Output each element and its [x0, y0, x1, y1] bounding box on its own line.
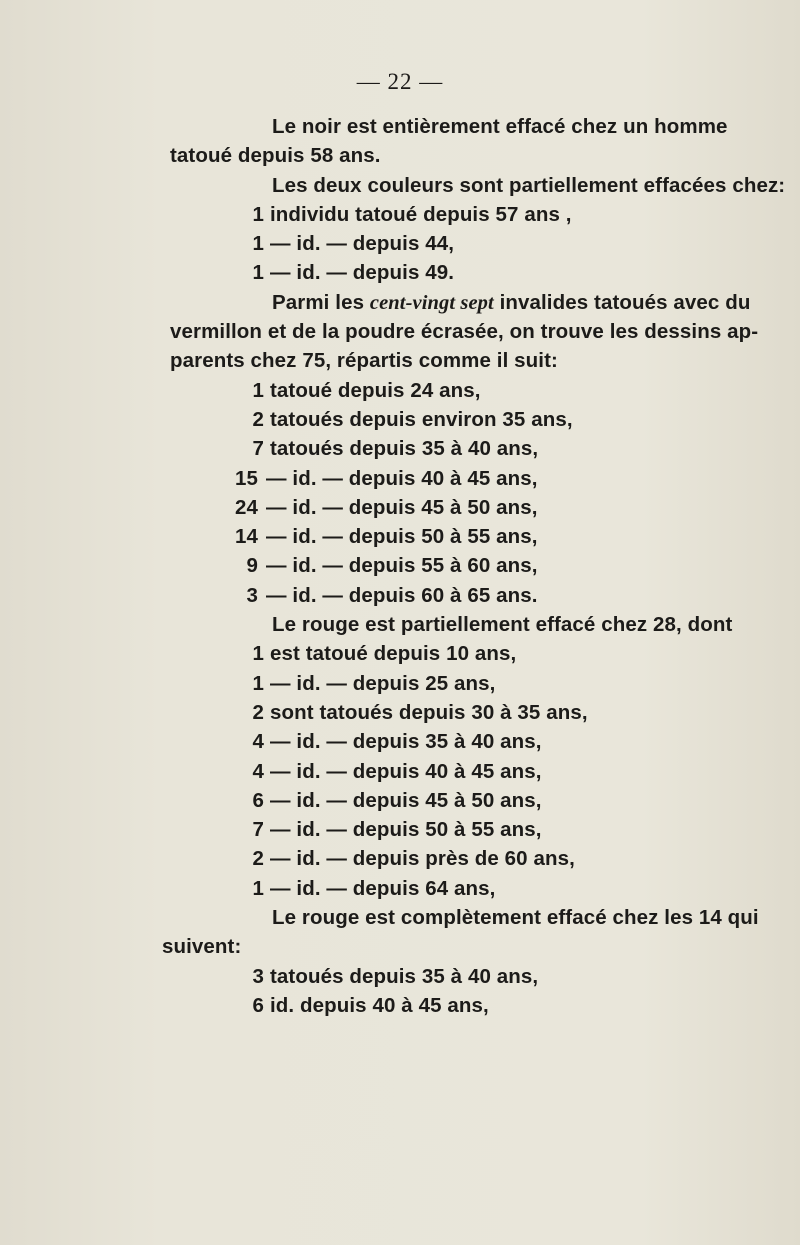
- line-text: tatoués depuis 35 à 40 ans,: [270, 964, 539, 988]
- line-count: 3: [246, 583, 258, 607]
- text-line: [170, 786, 790, 815]
- text-line: [170, 962, 790, 991]
- line-text: Les deux couleurs sont partiellement effacées chez:: [272, 173, 786, 197]
- line-text: — id. — depuis près de 60 ans,: [270, 847, 575, 871]
- text-line: [170, 346, 790, 375]
- line-count: 2: [252, 847, 264, 871]
- line-count: 1: [252, 261, 264, 285]
- line-count: 4: [252, 759, 264, 783]
- text-line: [170, 200, 790, 229]
- line-text: — id. — depuis 45 à 50 ans,: [266, 495, 538, 519]
- line-count: 6: [252, 993, 264, 1017]
- text-line: [170, 258, 790, 287]
- line-text: — id. — depuis 44,: [270, 232, 455, 256]
- line-text: — id. — depuis 50 à 55 ans,: [266, 525, 538, 549]
- line-text: Le rouge est complètement effacé chez les 14 qui: [272, 906, 759, 930]
- text-line: [170, 522, 790, 551]
- line-count: 9: [246, 554, 258, 578]
- line-text: sont tatoués depuis 30 à 35 ans,: [270, 700, 588, 724]
- line-text: vermillon et de la poudre écrasée, on trouve les dessins ap-: [170, 320, 759, 344]
- text-line: [170, 376, 790, 405]
- line-count: 6: [252, 788, 264, 812]
- line-text: Le rouge est partiellement effacé chez 28, dont: [272, 613, 733, 637]
- line-text: — id. — depuis 55 à 60 ans,: [266, 554, 538, 578]
- text-line: [170, 727, 790, 756]
- line-text: — id. — depuis 64 ans,: [270, 876, 496, 900]
- text-line: [170, 815, 790, 844]
- line-text: suivent:: [162, 935, 242, 959]
- line-count: 3: [252, 964, 264, 988]
- text-line: [170, 669, 790, 698]
- line-count: 1: [252, 671, 264, 695]
- text-line: [162, 932, 790, 961]
- line-count: 1: [252, 642, 264, 666]
- text-line: [170, 141, 790, 170]
- line-count: 7: [252, 437, 264, 461]
- line-text: — id. — depuis 25 ans,: [270, 671, 496, 695]
- line-text: — id. — depuis 40 à 45 ans,: [270, 759, 542, 783]
- line-count: 15: [234, 466, 258, 490]
- text-line: [170, 112, 790, 141]
- line-text: id. depuis 40 à 45 ans,: [270, 993, 489, 1017]
- line-count: 1: [252, 232, 264, 256]
- line-text: individu tatoué depuis 57 ans ,: [270, 202, 572, 226]
- text-line: [170, 551, 790, 580]
- text-line: [170, 903, 790, 932]
- text-line: [170, 229, 790, 258]
- text-line: [170, 317, 790, 346]
- line-count: 24: [234, 495, 258, 519]
- body-text: [162, 112, 790, 1020]
- line-text: est tatoué depuis 10 ans,: [270, 642, 517, 666]
- text-line: [170, 405, 790, 434]
- line-text: parents chez 75, répartis comme il suit:: [170, 349, 558, 373]
- line-count: 1: [252, 202, 264, 226]
- text-line: [170, 581, 790, 610]
- line-count: 14: [234, 525, 258, 549]
- text-line: [170, 610, 790, 639]
- line-text: — id. — depuis 35 à 40 ans,: [270, 730, 542, 754]
- text-line: [170, 639, 790, 668]
- text-line: [170, 493, 790, 522]
- line-count: 1: [252, 378, 264, 402]
- text-line: [170, 464, 790, 493]
- line-text: — id. — depuis 60 à 65 ans.: [266, 583, 538, 607]
- text-line: [170, 171, 790, 200]
- line-count: 1: [252, 876, 264, 900]
- text-line: [170, 874, 790, 903]
- text-line: [170, 434, 790, 463]
- line-count: 7: [252, 818, 264, 842]
- line-text: tatoués depuis environ 35 ans,: [270, 407, 573, 431]
- line-text: tatoués depuis 35 à 40 ans,: [270, 437, 539, 461]
- text-line: [170, 757, 790, 786]
- line-text: — id. — depuis 50 à 55 ans,: [270, 818, 542, 842]
- line-text: tatoué depuis 24 ans,: [270, 378, 481, 402]
- line-text: tatoué depuis 58 ans.: [170, 144, 381, 168]
- page-number: — 22 —: [356, 69, 444, 94]
- line-text: Parmi les cent-vingt sept invalides tatoués avec du: [272, 290, 751, 314]
- text-line: [170, 288, 790, 317]
- line-text: — id. — depuis 49.: [270, 261, 455, 285]
- line-text: Le noir est entièrement effacé chez un homme: [272, 115, 728, 138]
- line-text: — id. — depuis 40 à 45 ans,: [266, 466, 538, 490]
- text-line: [170, 991, 790, 1020]
- text-line: [170, 698, 790, 727]
- text-line: [170, 844, 790, 873]
- line-count: 2: [252, 407, 264, 431]
- line-count: 2: [252, 700, 264, 724]
- line-count: 4: [252, 730, 264, 754]
- line-text: — id. — depuis 45 à 50 ans,: [270, 788, 542, 812]
